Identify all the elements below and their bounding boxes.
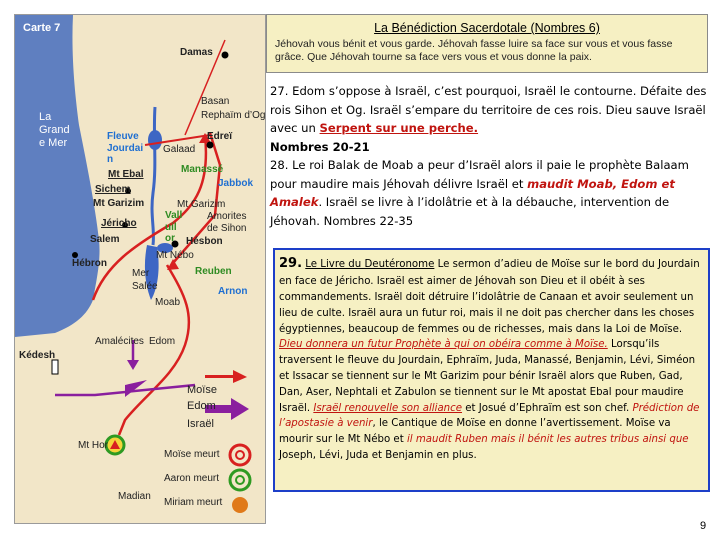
label-reuben: Reuben (195, 266, 232, 277)
label-manasse: Manassé (181, 164, 224, 175)
label-fleuve-jourdain-line-1: Fleuve (107, 131, 139, 142)
label-jabbok: Jabbok (218, 178, 254, 189)
section-29-number: 29. (279, 256, 303, 271)
label-la-grande-mer (39, 111, 70, 151)
section-27-ref: Nombres 20-21 (270, 139, 370, 154)
label-vall-line-1: Vall (165, 210, 183, 221)
blessing-box (266, 14, 708, 73)
section-29-p1: Le sermon d’adieu de Moïse sur le bord du Jourdain en face de Jéricho. Israël est aimer de Jéhovah son Dieu et il obéit à ses commandements. Israël doit détruire l’idolâtrie de Canaan et avoir seulement un lieu de culte. Israël aura un futur roi, mais il ne doit pas chercher dans les choses égyptiennes, beaucoup de femmes ou de richesses, mais dans la Loi de Moïse. (279, 259, 700, 335)
section-29-box (273, 248, 710, 492)
section-28-text-1: 28. Le roi Balak de Moab a peur d’Israël alors il paie le prophète Balaam pour maudire mais Jéhovah délivre Israël et (270, 158, 689, 191)
section-29-p3: et Josué d’Ephraïm est son chef. (462, 402, 633, 414)
label-fleuve-jourdain-line-2: Jourdai (107, 142, 144, 154)
label-amalecites: Amalécites (95, 336, 144, 347)
section-29-title[interactable]: Le Livre du Deutéronome (305, 259, 435, 270)
section-29-apostasy: Prédiction de l’apostasie à venir (279, 402, 700, 430)
label-mer-salee-line-1: Mer (132, 268, 150, 279)
section-29-curse: il maudit Ruben mais il bénit les autres tribus ainsi que (406, 434, 689, 446)
serpent-link[interactable]: Serpent sur une perche. (319, 121, 479, 136)
label-mer-salee-line-2: Salée (132, 281, 158, 292)
page-number: 9 (700, 520, 707, 532)
blessing-title: La Bénédiction Sacerdotale (Nombres 6) (374, 21, 600, 35)
label-mt-garizim-east: Mt Garizim (177, 199, 226, 210)
label-fleuve-jourdain-line-3: n (107, 154, 114, 165)
label-mer-salee (132, 267, 158, 293)
section-29-p2: Lorsqu’ils traversent le fleuve du Jourdain, Ephraïm, Juda, Manassé, Benjamin, Lévi, Siméon et Issacar se tiennent sur le Mt Garizim pour bénir Israël alors que Ruben, Gad, Dan, Aser, Nephtali et Zabulon se tiennent sur le Mt apostat Ebal pour maudire Israël. (279, 339, 696, 414)
label-mt-hor: Mt Hor (78, 440, 108, 451)
section-29-p4: , le Cantique de Moïse en donne l’avertissement. Moïse va mourir sur le Mt Nébo et (279, 418, 671, 446)
legend-moise: Moïse (187, 384, 217, 396)
label-moab: Moab (155, 297, 181, 308)
label-hesbon: Hésbon (186, 236, 223, 247)
label-madian: Madian (118, 491, 151, 502)
legend-israel: Israël (187, 418, 214, 430)
blessing-body: Jéhovah vous bénit et vous garde. Jéhovah fasse luire sa face sur vous et vous fasse grâce. Que Jéhovah tourne sa face vers vous et vous donne la paix. (275, 38, 673, 64)
label-vall-line-3: or (165, 233, 175, 244)
main-text (270, 82, 710, 230)
label-rephaim: Rephaïm d’Og (201, 110, 266, 121)
label-fleuve-jourdain (107, 131, 143, 166)
label-vall-line-2: uil (165, 221, 177, 233)
legend-miriam-meurt: Miriam meurt (164, 497, 223, 508)
label-vall (165, 210, 182, 245)
label-arnon: Arnon (218, 286, 248, 297)
section-29-alliance: Israël renouvelle son alliance (313, 402, 463, 414)
label-edom-south: Edom (149, 336, 176, 347)
label-jericho: Jéricho (101, 218, 137, 229)
label-la-grande-mer-line-3: e Mer (39, 137, 68, 150)
label-sichem: Sichem (95, 184, 131, 195)
label-mt-nebo: Mt Nébo (156, 250, 194, 261)
legend-aaron-meurt: Aaron meurt (164, 473, 220, 484)
label-edrei: Edreï (207, 131, 233, 142)
label-basan: Basan (201, 96, 230, 107)
legend-edom: Edom (187, 400, 216, 412)
label-amorites-line-1: Amorites (207, 211, 247, 222)
section-28-text-2: . Israël se livre à l’idolâtrie et à la débauche, intervention de Jéhovah. Nombres 22-35 (270, 195, 670, 228)
label-la-grande-mer-line-2: Grand (39, 124, 70, 137)
section-27 (270, 82, 710, 156)
label-la-grande-mer-line-1: La (39, 111, 52, 123)
label-mt-ebal: Mt Ebal (108, 169, 144, 180)
label-salem: Salem (90, 234, 120, 245)
section-27-text: 27. Edom s’oppose à Israël, c’est pourquoi, Israël le contourne. Défaite des rois Sihon et Og. Israël s’empare du territoire de ces rois. Dieu sauve Israël avec un (270, 84, 707, 136)
map-panel (14, 14, 266, 524)
label-kedesh: Kédesh (19, 350, 56, 361)
label-galaad: Galaad (163, 144, 196, 155)
label-mt-garizim-west: Mt Garizim (93, 198, 145, 209)
label-damas: Damas (180, 47, 213, 58)
label-hebron: Hébron (72, 258, 107, 269)
section-29-prophet: Dieu donnera un futur Prophète à qui on obéira comme à Moïse. (279, 339, 608, 351)
section-28-emphasis: maudit Moab, Edom et Amalek (270, 176, 675, 210)
section-29-p5: Joseph, Lévi, Juda et Benjamin en plus. (279, 450, 477, 462)
label-amorites (207, 211, 246, 235)
label-amorites-line-2: de Sihon (207, 223, 247, 234)
section-28 (270, 156, 710, 230)
legend-moise-meurt: Moïse meurt (164, 449, 220, 460)
map-card-label: Carte 7 (23, 22, 61, 34)
